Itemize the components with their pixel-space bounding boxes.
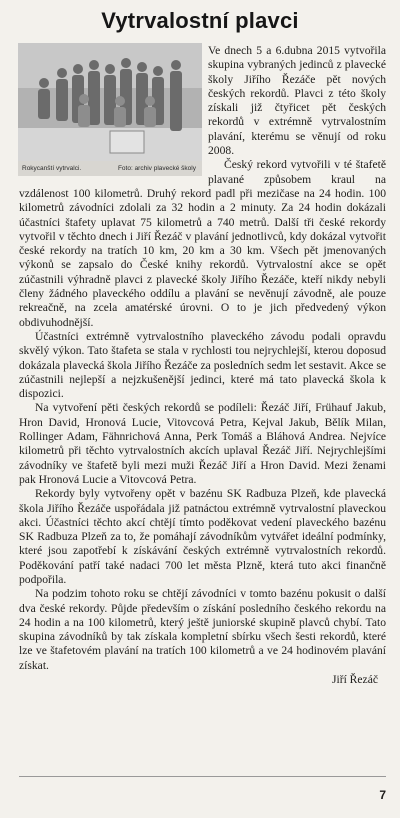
photo-caption xyxy=(18,161,202,176)
swimmers-group-photo xyxy=(18,43,202,161)
article-paragraph: Na vytvoření pěti českých rekordů se podíleli: Řezáč Jiří, Frühauf Jakub, Hron David, Hronová Lucie, Vitovcová Petra, Kejval Jakub, Bělík Milan, Rollinger Adam, Fähnrichová Anna, Perk Tomáš a Bláhová Andrea. Nejvíce kilometrů při těchto vytrvalostních akcích uplaval Řezáč Jiří. Nejrychlejšími závodníky ve štafetě byli mezi muži Řezáč Jiří a Hron David. Mezi ženami pak Hronová Lucie a Vitovcová Petra. xyxy=(19,401,386,486)
article-paragraph: Český rekord vytvořili v té štafetě plavané způsobem kraul na vzdálenost 100 kilometrů. Druhý rekord padl při mezičase na 24 hodin. 100 kilometrů závodníci zdolali za 32 hodin a 2 minuty. Za 24 hodin dokázali účastníci štafety uplavat 75 kilometrů a 740 metrů. Další tři české rekordy vytvořil v těchto dnech i Jiří Řezáč v plavání jednotlivců, kdy dokázal vytvořit české rekordy na tratích 10 km, 20 km a 30 km. Všech pět jmenovaných výkonů se zapsalo do České knihy rekordů. Vytrvalostní akce se opět zúčastnili výhradně plavci z plavecké školy Jiřího Řezáče, kteří nikdy nebyli členy žádného plaveckého oddílu a plavání se nevěnují závodně, ale pouze rekreačně, na zcela amatérské úrovni. O to je jich předvedený výkon obdivuhodnější. xyxy=(19,158,386,329)
article-paragraph: Ve dnech 5 a 6.dubna 2015 vytvořila skupina vybraných jedinců z plavecké školy Jiřího Řezáče pět nových českých rekordů. Plavci z této školy získali již čtyřicet pět českých rekordů v extrémně vytrvalostním plavání, kterému se věnují od roku 2008. xyxy=(208,44,386,158)
article-paragraph: Účastníci extrémně vytrvalostního plaveckého závodu podali opravdu skvělý výkon. Tato štafeta se stala v rychlosti tou nejrychlejší, kterou doposud dokázala plavecká škola Jiřího Řezáče za posledních sedm let sestavit. Akce se zúčastnili nejlepší a nejzkušenější jedinci, které má tato plavecká škola k dispozici. xyxy=(19,329,386,401)
photo-credit: Foto: archiv plavecké školy xyxy=(117,165,196,172)
author-signature: Jiří Řezáč xyxy=(331,673,378,687)
page-number: 7 xyxy=(379,788,386,802)
footer-divider xyxy=(19,776,386,777)
photo-caption-text: Rokycanští vytrvalci. xyxy=(22,165,82,172)
article-title: Vytrvalostní plavci xyxy=(101,8,299,33)
article-paragraph: Na podzim tohoto roku se chtějí závodníci v tomto bazénu pokusit o další dva české rekordy. Půjde především o získání posledního českého rekordu na 24 hodin a na 100 kilometrů, který ještě juniorské skupině plavců chybí. Tato skupina závodníků by tak získala kompletní sbírku všech šesti rekordů, které lze ve štafetovém plavání na tratích 100 kilometrů a ve 24 hodinovém plavání získat. xyxy=(19,587,386,672)
article-photo xyxy=(18,43,202,176)
article-paragraph: Rekordy byly vytvořeny opět v bazénu SK Radbuza Plzeň, kde plavecká škola Jiřího Řezáče uspořádala již patnáctou extrémně vytrvalostní plaveckou akci. Účastníci těchto akcí chtějí tímto poděkovat vedení plaveckého bazénu SK Radbuza Plzeň za to, že pomáhají závodníkům vytvářet ideální podmínky, které jsou zapotřebí k získávání českých extrémně vytrvalostních rekordů. Poděkování patří také nadaci 700 let města Plzně, která tuto akci finančně podpořila. xyxy=(19,487,386,586)
